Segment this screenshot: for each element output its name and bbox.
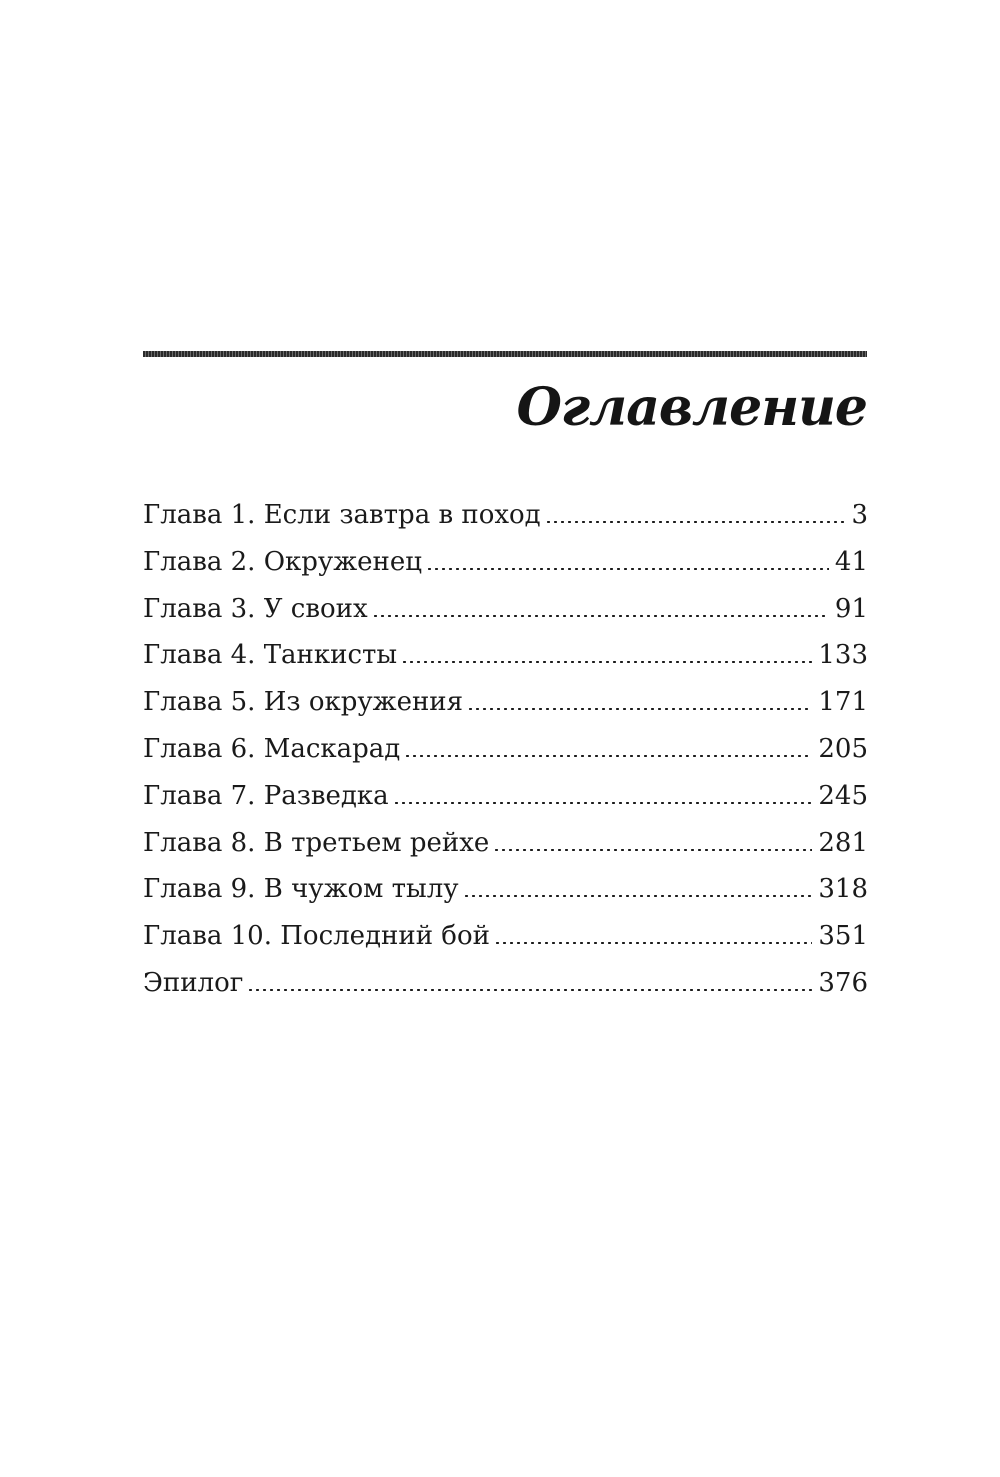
toc-entry-label: Глава 5. Из окружения [143,687,464,718]
toc-entry-label: Глава 10. Последний бой [143,921,490,952]
dot-leader [393,802,813,804]
toc-entry-9 [143,866,868,913]
toc-entry-label: Глава 3. У своих [143,593,368,624]
dot-leader [404,755,812,757]
dot-leader [372,615,829,617]
toc-entry-page: 318 [818,874,868,905]
dot-leader [467,708,812,710]
toc-entry-8 [143,820,868,867]
toc-entry-11 [143,960,868,1007]
toc-entry-2 [143,539,868,586]
toc-entry-page: 281 [818,827,868,858]
toc-entry-page: 91 [834,593,868,624]
dot-leader [247,989,812,991]
page-title: Оглавление [516,377,867,438]
toc-entry-page: 245 [818,780,868,811]
toc-entry-label: Глава 9. В чужом тылу [143,874,459,905]
dot-leader [494,942,812,944]
toc-entry-label: Глава 4. Танкисты [143,640,398,671]
toc-entry-7 [143,773,868,820]
toc-entry-3 [143,586,868,633]
toc-entry-page: 205 [818,733,868,764]
toc-entry-10 [143,913,868,960]
toc-entry-label: Глава 1. Если завтра в поход [143,500,541,530]
toc-entry-1 [143,492,868,539]
toc-entry-6 [143,726,868,773]
toc-entry-4 [143,632,868,679]
toc-entry-label: Глава 2. Окруженец [143,546,422,577]
table-of-contents [143,492,868,1007]
dot-leader [545,521,846,523]
dot-leader [463,895,813,897]
toc-entry-page: 376 [818,967,868,998]
dot-leader [401,661,812,663]
decorative-rule [143,351,867,357]
dot-leader [493,849,812,851]
toc-entry-label: Глава 7. Разведка [143,780,389,811]
toc-entry-5 [143,679,868,726]
dot-leader [426,568,829,570]
toc-entry-page: 3 [851,500,868,530]
toc-entry-page: 133 [818,640,868,671]
toc-entry-label: Глава 6. Маскарад [143,733,401,764]
toc-entry-page: 41 [834,546,868,577]
toc-entry-label: Глава 8. В третьем рейхе [143,827,490,858]
toc-entry-page: 171 [818,687,868,718]
toc-entry-page: 351 [818,921,868,952]
toc-entry-label: Эпилог [143,967,244,998]
